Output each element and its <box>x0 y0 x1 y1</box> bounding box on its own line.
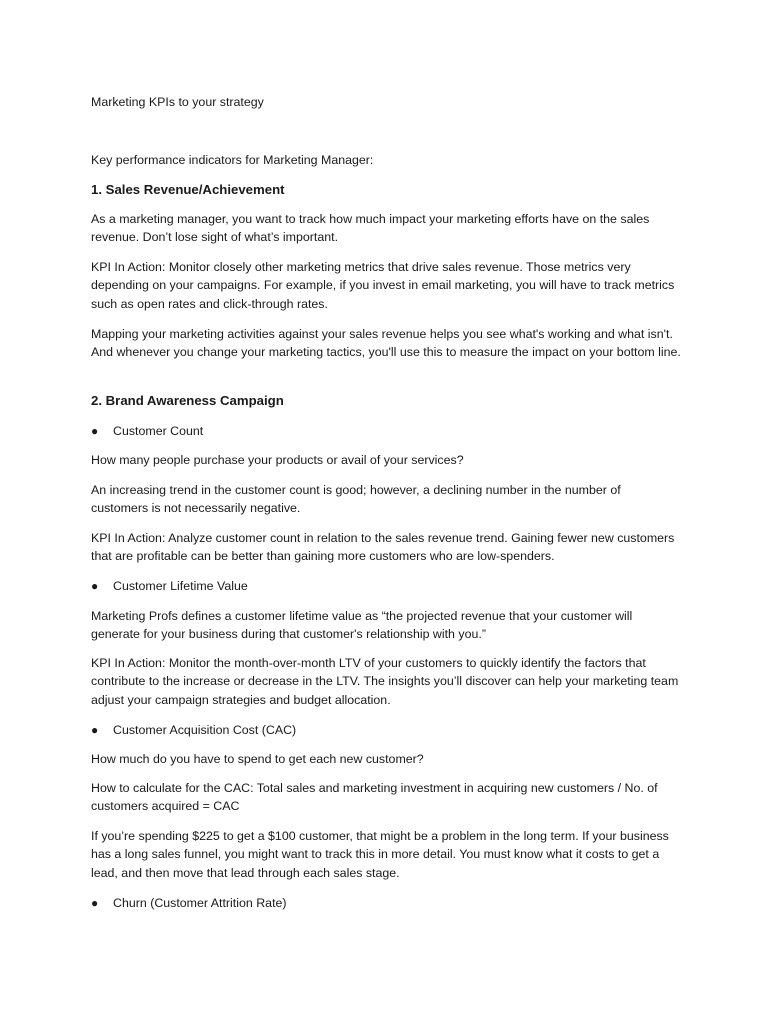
paragraph: Marketing Profs defines a customer lifetime value as “the projected revenue that your customer will generate for your business during that customer's relationship with you.” <box>91 609 633 642</box>
paragraph: If you’re spending $225 to get a $100 customer, that might be a problem in the long term. If your business has a long sales funnel, you might want to track this in more detail. You must know what it costs to get a lead, and then move that lead through each sales stage. <box>91 829 669 880</box>
paragraph: How much do you have to spend to get each new customer? <box>91 752 424 766</box>
bullet-item-customer-lifetime-value <box>91 577 248 595</box>
paragraph: Mapping your marketing activities against your sales revenue helps you see what's working and what isn't. And whenever you change your marketing tactics, you'll use this to measure the impact on your bottom line. <box>91 327 681 360</box>
bullet-icon: ● <box>91 723 99 737</box>
bullet-icon: ● <box>91 896 99 910</box>
bullet-item-customer-count <box>91 422 203 440</box>
bullet-label: Customer Lifetime Value <box>113 579 248 593</box>
document-subtitle: Key performance indicators for Marketing Manager: <box>91 153 374 167</box>
bullet-icon: ● <box>91 424 99 438</box>
paragraph: KPI In Action: Analyze customer count in relation to the sales revenue trend. Gaining fewer new customers that are profitable can be better than gaining more customers who are low-spenders. <box>91 531 675 564</box>
section-heading-sales-revenue: 1. Sales Revenue/Achievement <box>91 182 285 197</box>
document-title: Marketing KPIs to your strategy <box>91 95 264 109</box>
section-heading-brand-awareness: 2. Brand Awareness Campaign <box>91 393 284 408</box>
paragraph: How to calculate for the CAC: Total sales and marketing investment in acquiring new customers / No. of customers acquired = CAC <box>91 781 658 814</box>
bullet-label: Customer Acquisition Cost (CAC) <box>113 723 297 737</box>
bullet-item-customer-acquisition-cost <box>91 721 296 739</box>
paragraph: KPI In Action: Monitor the month-over-month LTV of your customers to quickly identify the factors that contribute to the increase or decrease in the LTV. The insights you’ll discover can help your marketing team adjust your campaign strategies and budget allocation. <box>91 656 679 707</box>
bullet-label: Churn (Customer Attrition Rate) <box>113 896 287 910</box>
paragraph: An increasing trend in the customer count is good; however, a declining number in the number of customers is not necessarily negative. <box>91 483 621 516</box>
paragraph: How many people purchase your products or avail of your services? <box>91 453 464 467</box>
paragraph: As a marketing manager, you want to track how much impact your marketing efforts have on the sales revenue. Don’t lose sight of what’s important. <box>91 212 650 245</box>
bullet-icon: ● <box>91 579 99 593</box>
bullet-item-churn <box>91 894 287 912</box>
paragraph: KPI In Action: Monitor closely other marketing metrics that drive sales revenue. Those metrics very depending on your campaigns. For example, if you invest in email marketing, you will have to track metrics such as open rates and click-through rates. <box>91 260 675 311</box>
bullet-label: Customer Count <box>113 424 204 438</box>
